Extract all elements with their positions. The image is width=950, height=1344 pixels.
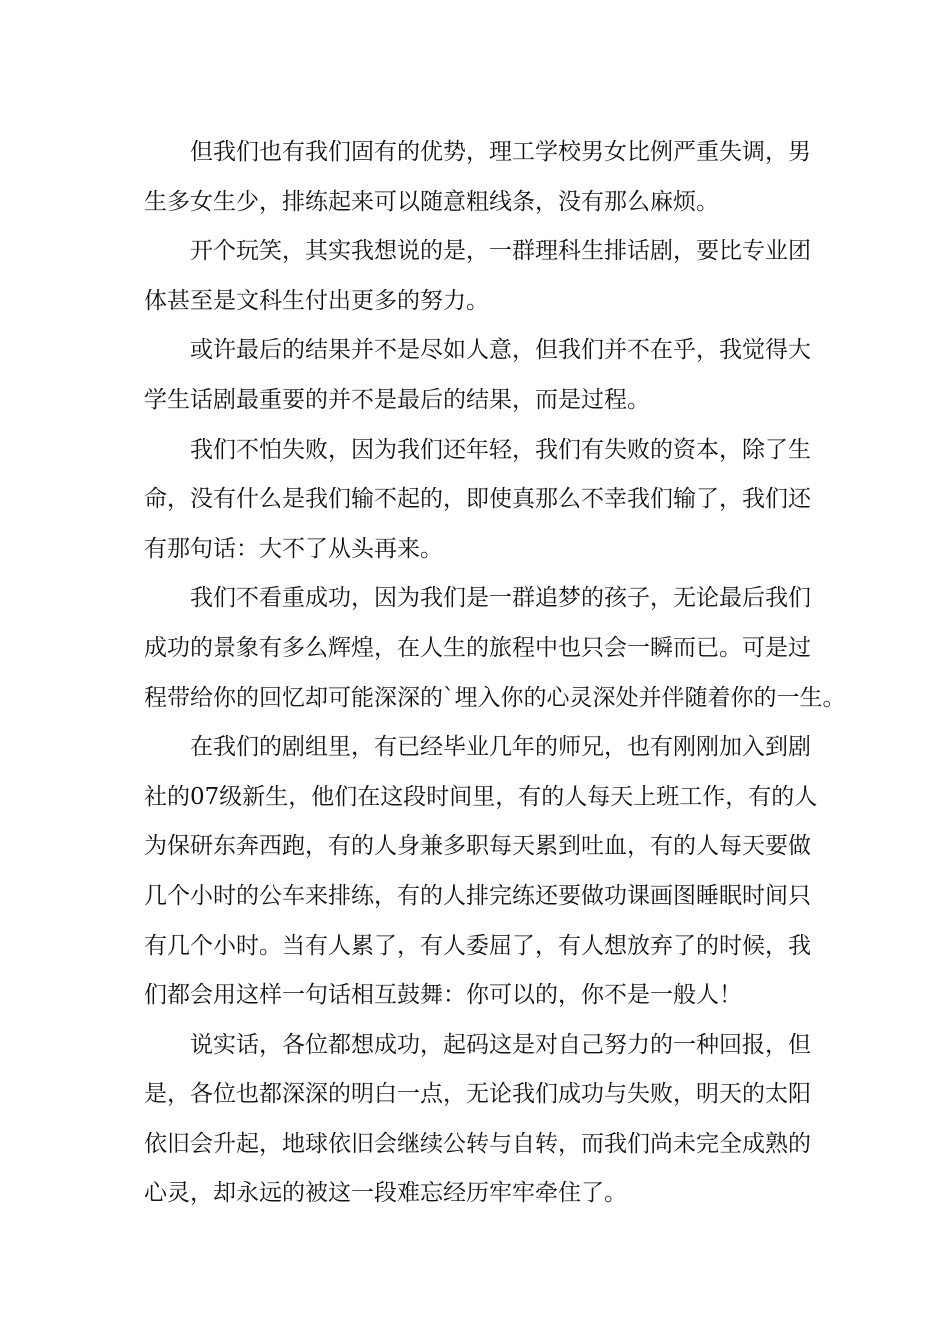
text-line: 有几个小时。当有人累了，有人委屈了，有人想放弃了的时候，我: [144, 932, 811, 959]
text-line: 社的07级新生，他们在这段时间里，有的人每天上班工作，有的人: [144, 783, 818, 810]
text-line: 在我们的剧组里，有已经毕业几年的师兄，也有刚刚加入到剧: [190, 734, 811, 761]
text-line: 们都会用这样一句话相互鼓舞：你可以的，你不是一般人！: [144, 982, 742, 1009]
paragraph: [144, 326, 824, 425]
text-line: 或许最后的结果并不是尽如人意，但我们并不在乎，我觉得大: [190, 337, 811, 364]
paragraph: [144, 128, 824, 227]
text-line: 成功的景象有多么辉煌，在人生的旅程中也只会一瞬而已。可是过: [144, 634, 811, 661]
text-line: 学生话剧最重要的并不是最后的结果，而是过程。: [144, 386, 650, 413]
text-line: 为保研东奔西跑，有的人身兼多职每天累到吐血，有的人每天要做: [144, 833, 811, 860]
text-line: 几个小时的公车来排练，有的人排完练还要做功课画图睡眠时间只: [144, 882, 811, 909]
text-line: 心灵，却永远的被这一段难忘经历牢牢牵住了。: [144, 1180, 627, 1207]
text-line: 依旧会升起，地球依旧会继续公转与自转，而我们尚未完全成熟的: [144, 1130, 811, 1157]
paragraph: [144, 1021, 824, 1219]
text-line: 有那句话：大不了从头再来。: [144, 535, 443, 562]
text-line: 但我们也有我们固有的优势，理工学校男女比例严重失调，男: [190, 139, 811, 165]
text-line: 开个玩笑，其实我想说的是，一群理科生排话剧，要比专业团: [190, 238, 811, 265]
paragraph: [144, 574, 846, 723]
text-line: 命，没有什么是我们输不起的，即使真那么不幸我们输了，我们还: [144, 486, 811, 513]
text-line: 我们不看重成功，因为我们是一群追梦的孩子，无论最后我们: [190, 585, 811, 612]
text-line: 程带给你的回忆却可能深深的`埋入你的心灵深处并伴随着你的一生。: [144, 684, 846, 711]
text-line: 我们不怕失败，因为我们还年轻，我们有失败的资本，除了生: [190, 436, 811, 463]
text-line: 是，各位也都深深的明白一点，无论我们成功与失败，明天的太阳: [144, 1081, 811, 1108]
text-line: 生多女生少，排练起来可以随意粗线条，没有那么麻烦。: [144, 188, 719, 215]
body-text: [144, 128, 846, 1219]
paragraph: [144, 723, 824, 1021]
text-line: 说实话，各位都想成功，起码这是对自己努力的一种回报，但: [190, 1031, 811, 1058]
paragraph: [144, 227, 824, 326]
text-line: 体甚至是文科生付出更多的努力。: [144, 287, 489, 314]
paragraph: [144, 426, 824, 575]
